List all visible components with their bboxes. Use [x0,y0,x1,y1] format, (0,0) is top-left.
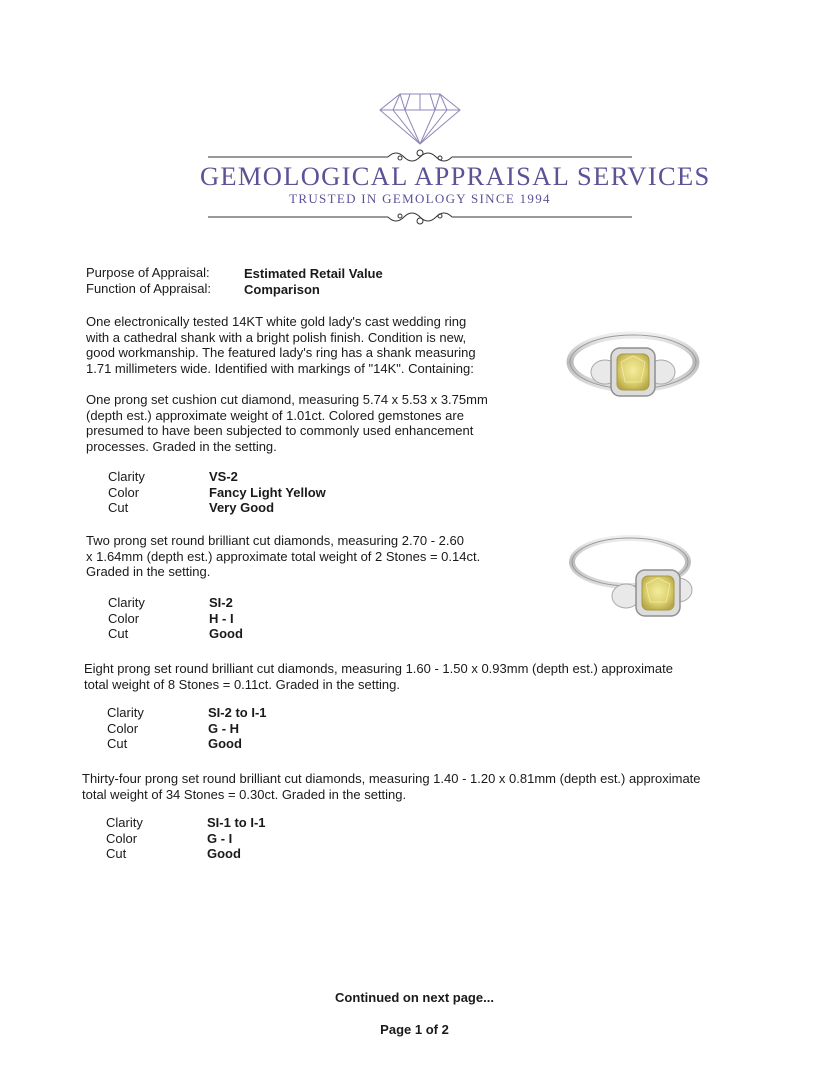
bottom-divider-ornament [208,213,632,224]
stone-group-description [86,392,488,455]
purpose-label: Purpose of Appraisal: [86,265,210,280]
cut-label: Cut [108,626,129,642]
clarity-value: SI-1 to I-1 [207,815,266,830]
color-value: Fancy Light Yellow [209,484,326,500]
description-line: processes. Graded in the setting. [86,439,277,455]
diamond-icon [380,94,460,144]
page-number: Page 1 of 2 [380,1022,449,1037]
ring-description-line: with a cathedral shank with a bright polish finish. Condition is new, [86,329,467,345]
cut-value: Good [207,846,241,862]
description-line: Graded in the setting. [86,564,211,580]
description-line: presumed to have been subjected to commonly used enhancement [86,423,474,439]
company-logo [200,88,711,233]
clarity-value: SI-2 to I-1 [208,705,267,720]
description-line: (depth est.) approximate weight of 1.01ct. Colored gemstones are [86,407,464,423]
description-line: x 1.64mm (depth est.) approximate total weight of 2 Stones = 0.14ct. [86,548,481,564]
ring-description-line: 1.71 millimeters wide. Identified with markings of "14K". Containing: [86,361,474,377]
description-line: total weight of 8 Stones = 0.11ct. Graded in the setting. [84,676,400,692]
grade-table [106,815,266,862]
color-value: H - I [209,610,234,626]
clarity-label: Clarity [108,469,145,484]
continued-note: Continued on next page... [335,990,494,1005]
company-name: GEMOLOGICAL APPRAISAL SERVICES [200,161,711,191]
ring-photo-angled [566,530,706,622]
top-divider-ornament [208,150,632,161]
grade-table [108,469,326,516]
cut-label: Cut [106,846,127,862]
ring-description-line: One electronically tested 14KT white gold lady's cast wedding ring [86,314,467,329]
stone-group-description [84,661,673,692]
stone-group-description [82,771,701,802]
cut-label: Cut [107,736,128,752]
clarity-label: Clarity [106,815,143,830]
grade-table [107,705,267,752]
stone-group-description [86,533,480,580]
color-label: Color [107,720,139,736]
clarity-value: SI-2 [209,595,233,610]
function-value: Comparison [244,282,320,297]
description-line: total weight of 34 Stones = 0.30ct. Graded in the setting. [82,786,407,802]
color-label: Color [106,830,138,846]
color-label: Color [108,610,140,626]
purpose-value: Estimated Retail Value [244,266,383,281]
ring-description-line: good workmanship. The featured lady's ring has a shank measuring [86,345,476,361]
cut-value: Good [208,736,242,752]
clarity-label: Clarity [108,595,145,610]
color-value: G - I [207,830,233,846]
clarity-value: VS-2 [209,469,238,484]
description-line: One prong set cushion cut diamond, measuring 5.74 x 5.53 x 3.75mm [86,392,488,407]
color-value: G - H [208,720,240,736]
description-line: Eight prong set round brilliant cut diamonds, measuring 1.60 - 1.50 x 0.93mm (depth est.) approximate [84,661,673,676]
cut-value: Good [209,626,243,642]
ring-description [86,314,476,377]
cut-value: Very Good [209,500,275,516]
function-label: Function of Appraisal: [86,281,212,296]
cut-label: Cut [108,500,129,516]
ring-photo-front [563,322,703,414]
clarity-label: Clarity [107,705,144,720]
color-label: Color [108,484,140,500]
grade-table [108,595,243,642]
description-line: Thirty-four prong set round brilliant cut diamonds, measuring 1.40 - 1.20 x 0.81mm (depth est.) approximate [82,771,701,786]
company-tagline: TRUSTED IN GEMOLOGY SINCE 1994 [289,191,551,206]
description-line: Two prong set round brilliant cut diamonds, measuring 2.70 - 2.60 [86,533,464,548]
